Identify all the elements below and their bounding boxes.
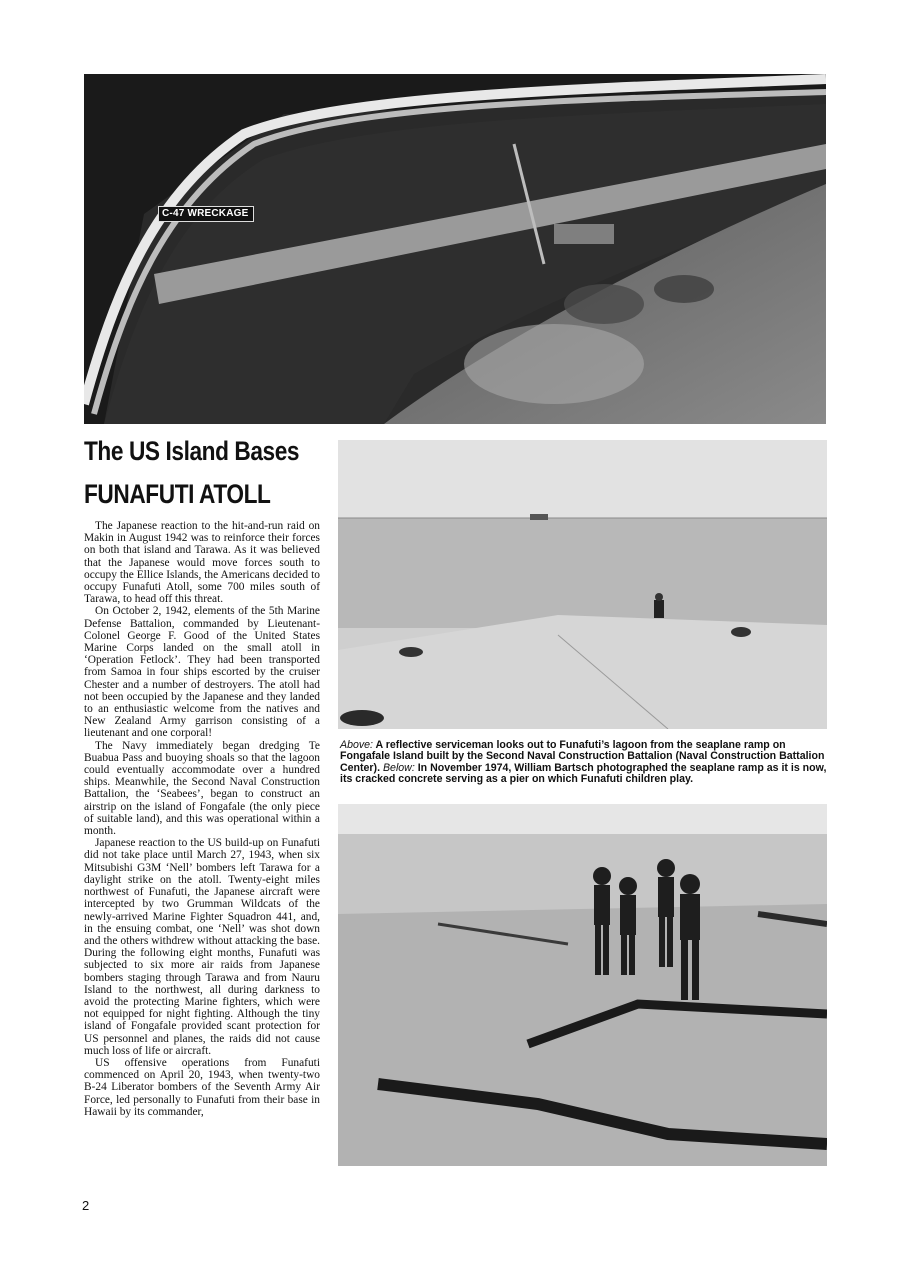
aerial-photo (84, 74, 826, 424)
article-body (84, 520, 320, 1118)
photo-caption (340, 740, 830, 786)
paragraph-5: US offensive operations from Funafuti commenced on April 20, 1943, when twenty-two B-24 Liberator bombers of the Seventh Army Air Force, led personally to Funafuti from their base in Hawaii by its commander, (84, 1056, 320, 1118)
caption-above-lead: Above: (340, 739, 373, 751)
series-title: The US Island Bases (84, 436, 300, 466)
article-title: FUNAFUTI ATOLL (84, 479, 271, 509)
paragraph-3: The Navy immediately began dredging Te Buabua Pass and buoying shoals so that the lagoon could eventually accommodate over a hundred ships. Meanwhile, the Second Naval Construction Battalion, the ‘Seabees’, began to construct an airstrip on the island of Fongafale (the only piece of suitable land), and this was operational within a month. (84, 739, 320, 838)
seaplane-ramp-photo (338, 440, 827, 729)
paragraph-1: The Japanese reaction to the hit-and-run raid on Makin in August 1942 was to reinforce their forces on both that island and Tarawa. As it was believed that the Japanese would move forces south to occupy the Ellice Islands, the Americans decided to occupy Funafuti Atoll, some 700 miles south of Tarawa, to head off this threat. (84, 520, 320, 606)
caption-above-text: A reflective serviceman looks out to Funafuti’s lagoon from the seaplane ramp on Fongafale Island built by the Second Naval Construction Battalion (Naval Construction Battalion Center). (340, 739, 825, 774)
aerial-photo-image (84, 74, 826, 424)
c47-wreckage-label: C-47 WRECKAGE (158, 206, 254, 222)
paragraph-2: On October 2, 1942, elements of the 5th Marine Defense Battalion, commanded by Lieutenant-Colonel George F. Good of the United States Marine Corps landed on the small atoll in ‘Operation Fetlock’. They had been transported from Samoa in four ships escorted by the cruiser Chester and a number of destroyers. The atoll had not been occupied by the Japanese and they landed to an enthusiastic welcome from the natives and New Zealand Army garrison consisting of a lieutenant and one corporal! (84, 605, 320, 740)
seaplane-ramp-image (338, 440, 827, 729)
caption-below-lead: Below: (382, 761, 415, 774)
children-ramp-image (338, 804, 827, 1166)
caption-below-text: In November 1974, William Bartsch photographed the seaplane ramp as it is now, its cracked concrete serving as a pier on which Funafuti children play. (340, 761, 827, 786)
page-number: 2 (82, 1198, 90, 1213)
paragraph-4: Japanese reaction to the US build-up on Funafuti did not take place until March 27, 1943, when six Mitsubishi G3M ‘Nell’ bombers left Tarawa for a daylight strike on the atoll. Twenty-eight miles northwest of Funafuti, the Japanese aircraft were intercepted by two Grumman Wildcats of the newly-arrived Marine Fighter Squadron 441, and, in the ensuing combat, one ‘Nell’ was shot down and the others withdrew without attacking the base. During the following eight months, Funafuti was subjected to six more air raids from Japanese bombers staging through Tarawa and from Nauru Island to the northwest, all during darkness to avoid the protecting Marine fighters, which were not equipped for night fighting. Although the tiny island of Fongafale provided scant protection for US personnel and planes, the raids did not cause much loss of life or aircraft. (84, 837, 320, 1057)
children-ramp-photo (338, 804, 827, 1166)
